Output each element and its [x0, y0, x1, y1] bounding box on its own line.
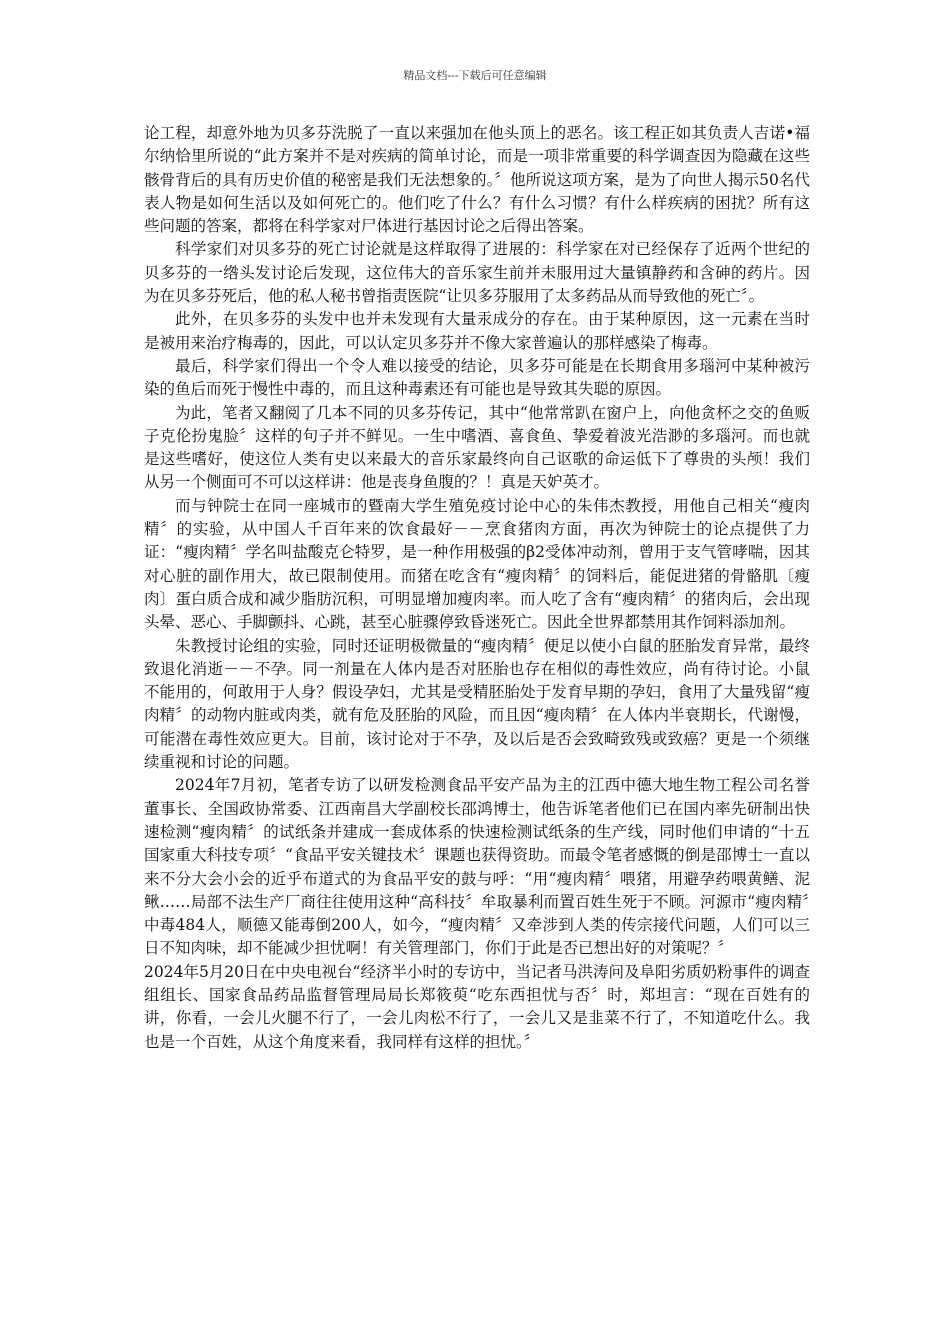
paragraph-4: 最后，科学家们得出一个令人难以接受的结论，贝多芬可能是在长期食用多瑙河中某种被污染的鱼后而死于慢性中毒的，而且这种毒素还有可能也是导致其失聪的原因。: [144, 356, 810, 399]
paragraph-3: 此外，在贝多芬的头发中也并未发现有大量汞成分的存在。由于某种原因，这一元素在当时是被用来治疗梅毒的，因此，可以认定贝多芬并不像大家普遍认的那样感染了梅毒。: [144, 310, 810, 352]
page-header: 精品文档---下载后可任意编辑: [403, 69, 547, 82]
document-body: [144, 122, 810, 1054]
paragraph-6: 而与钟院士在同一座城市的暨南大学生殖免疫讨论中心的朱伟杰教授，用他自己相关“瘦肉精〞的实验，从中国人千百年来的饮食最好－－烹食猪肉方面，再次为钟院士的论点提供了力证：“瘦肉精〞学名叫盐酸克仑特罗，是一种作用极强的β2受体冲动剂，曾用于支气管哮喘，因其对心脏的副作用大，故已限制使用。而猪在吃含有“瘦肉精〞的饲料后，能促进猪的骨骼肌〔瘦肉〕蛋白质合成和减少脂肪沉积，可明显增加瘦肉率。而人吃了含有“瘦肉精〞的猪肉后，会出现头晕、恶心、手脚颤抖、心跳，甚至心脏骤停致昏迷死亡。因此全世界都禁用其作饲料添加剂。: [144, 496, 810, 632]
paragraph-1: 论工程，却意外地为贝多芬洗脱了一直以来强加在他头顶上的恶名。该工程正如其负责人吉诺•福尔纳恰里所说的“此方案并不是对疾病的简单讨论，而是一项非常重要的科学调查因为隐藏在这些骸骨背后的具有历史价值的秘密是我们无法想象的。〞他所说这项方案，是为了向世人揭示50名代表人物是如何生活以及如何死亡的。他们吃了什么？有什么习惯？有什么样疾病的困扰？所有这些问题的答案，都将在科学家对尸体进行基因讨论之后得出答案。: [144, 124, 810, 236]
paragraph-2: 科学家们对贝多芬的死亡讨论就是这样取得了进展的：科学家在对已经保存了近两个世纪的贝多芬的一绺头发讨论后发现，这位伟大的音乐家生前并未服用过大量镇静药和含砷的药片。因为在贝多芬死后，他的私人秘书曾指责医院“让贝多芬服用了太多药品从而导致他的死亡〞。: [144, 240, 810, 306]
paragraph-7: 朱教授讨论组的实验，同时还证明极微量的“瘦肉精〞便足以使小白鼠的胚胎发育异常，最终致退化消逝－－不孕。同一剂量在人体内是否对胚胎也存在相似的毒性效应，尚有待讨论。小鼠不能用的，何敢用于人身？假设孕妇，尤其是受精胚胎处于发育早期的孕妇，食用了大量残留“瘦肉精〞的动物内脏或肉类，就有危及胚胎的风险，而且因“瘦肉精〞在人体内半衰期长，代谢慢，可能潜在毒性效应更大。目前，该讨论对于不孕，及以后是否会致畸致残或致癌？更是一个须继续重视和讨论的问题。: [144, 636, 810, 772]
paragraph-5: 为此，笔者又翻阅了几本不同的贝多芬传记，其中“他常常趴在窗户上，向他贪杯之交的鱼贩子克伦扮鬼脸〞这样的句子并不鲜见。一生中嗜酒、喜食鱼、挚爱着波光浩渺的多瑙河。而也就是这些嗜好，使这位人类有史以来最大的音乐家最终向自己讴歌的命运低下了尊贵的头颅！我们从另一个侧面可不可以这样讲：他是丧身鱼腹的？！真是天妒英才。: [144, 403, 810, 492]
paragraph-9: 2024年5月20日在中央电视台“经济半小时的专访中，当记者马洪涛问及阜阳劣质奶粉事件的调查组组长、国家食品药品监督管理局局长郑筱萸“吃东西担忧与否〞时，郑坦言：“现在百姓有的讲，你看，一会儿火腿不行了，一会儿肉松不行了，一会儿又是韭菜不行了，不知道吃什么。我也是一个百姓，从这个角度来看，我同样有这样的担忧。〞: [144, 962, 810, 1051]
paragraph-8: 2024年7月初，笔者专访了以研发检测食品平安产品为主的江西中德大地生物工程公司名誉董事长、全国政协常委、江西南昌大学副校长邵鸿博士，他告诉笔者他们已在国内率先研制出快速检测“瘦肉精〞的试纸条并建成一套成体系的快速检测试纸条的生产线，同时他们申请的“十五国家重大科技专项〞“食品平安关键技术〞课题也获得资助。而最令笔者感慨的倒是邵博士一直以来不分大会小会的近乎布道式的为食品平安的鼓与呼：“用“瘦肉精〞喂猪，用避孕药喂黄鳝、泥鳅……局部不法生产厂商往往使用这种“高科技〞牟取暴利而置百姓生死于不顾。河源市“瘦肉精〞中毒484人，顺德又能毒倒200人，如今，“瘦肉精〞又牵涉到人类的传宗接代问题，人们可以三日不知肉味，却不能减少担忧啊！有关管理部门，你们于此是否已想出好的对策呢？〞: [144, 776, 810, 958]
